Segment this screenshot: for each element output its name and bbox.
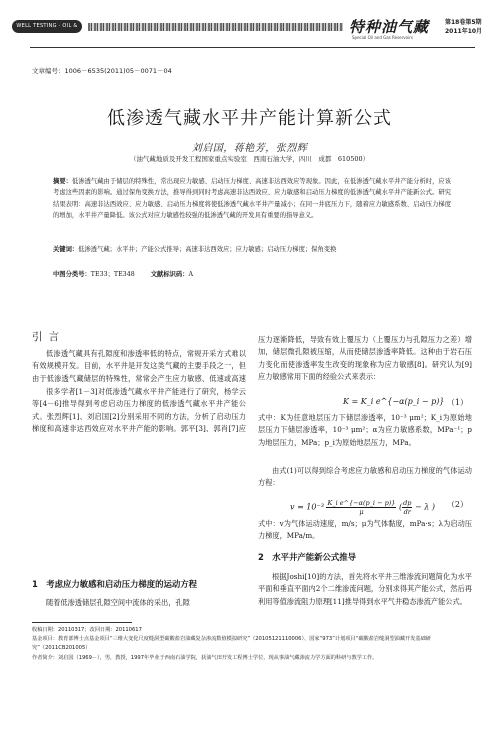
equation-2-formula: v = 10⁻³ $\frac{\text{K\_i e\textasciicircum{}\{−α(p\_i − p)\}}}{\mu}$ ( $\frac{dp}{dr}$ − λ )	[290, 499, 435, 516]
abstract	[53, 176, 451, 244]
clc-label: 中图分类号：	[53, 271, 91, 278]
author-list: 刘启国，蒋艳芳，张烈辉	[191, 143, 308, 154]
keywords-label: 关键词：	[53, 246, 79, 253]
equation-2-numerator: K_i e^{−α(p_i − p)}	[327, 499, 396, 507]
paper-title: 低渗透气藏水平井产能计算新公式	[107, 108, 392, 129]
equation-1-formula: K = K_i e^{−α(p_i − p)}	[343, 397, 445, 406]
footnote-received-date: 收稿日期：20110317；改回日期：20110617	[32, 627, 142, 633]
section-heading-intro: 引言	[32, 331, 65, 343]
right-paragraph-1: 压力逐渐降低，导致有效上覆压力（上覆压力与孔隙压力之差）增加，储层微孔隙被压缩，从而使储层渗透率降低。这种由于岩石压力变化而使渗透率发生改变的现象称为应力敏感[8]。研究认为[9]应力敏感常用下面的经验公式来表示：	[258, 335, 472, 381]
equation-2-derivative	[402, 499, 412, 516]
abstract-text: 低渗透气藏由于储层的特殊性，常出现应力敏感、启动压力梯度、高速非达西效应等现象。因此，在低渗透气藏水平井产能分析时，应该考虑这些因素的影响。通过保角变换方法，推导得到同时考虑高速非达西效应、应力敏感和启动压力梯度的低渗透气藏水平井产能新公式。研究结果表明：高速非达西效应、应力敏感、启动压力梯度将使低渗透气藏水平井产量减小；在同一井底压力下，随着应力敏感系数、启动压力梯度的增加，水平井产量降低。该公式对应力敏感性较强的低渗透气藏的开发具有重要的指导意义。	[53, 178, 451, 219]
intro-paragraph-2	[32, 386, 246, 436]
header-decorative-band	[88, 23, 343, 31]
abstract-label: 摘要：	[53, 178, 72, 185]
equation-2-fraction	[326, 499, 396, 516]
journal-name: 特种油气藏	[349, 18, 430, 36]
classification-row	[53, 269, 193, 278]
footnote-rule	[32, 622, 132, 623]
right-paragraph-4: 式中：v为气体运动速度，m/s；μ为气体黏度，mPa·s；λ为启动压力梯度，MPa/m。	[258, 519, 472, 541]
intro-paragraph-1	[32, 348, 246, 386]
equation-2-denominator: μ	[359, 508, 364, 516]
journal-name-english: Special Oil and Gas Reservoirs	[352, 35, 413, 40]
author-affiliation: （油气藏地质及开发工程国家重点实验室 西南石油大学，四川 成都 610500）	[129, 155, 370, 163]
journal-logo-text: WELL TESTING · OIL & GAS	[16, 23, 78, 42]
right-paragraph-3	[258, 465, 472, 491]
equation-2-tail: − λ )	[414, 502, 435, 512]
article-number: 文章编号：1006－6535(2011)05－0071－04	[32, 67, 172, 75]
section-heading-1: 1 考虑应力敏感和启动压力梯度的运动方程	[32, 579, 197, 589]
equation-1	[258, 395, 472, 413]
issue-date: 2011年10月	[445, 28, 483, 35]
header-rule	[30, 47, 475, 48]
right-paragraph-3-text: 由式(1)可以得到综合考虑应力敏感和启动压力梯度的气体运动方程：	[258, 466, 472, 488]
right-paragraph-5	[258, 571, 472, 611]
intro-paragraph-2-text: 很多学者[1－3]对低渗透气藏水平井产能进行了研究，杨学云等[4－6]推导得到考虑启动压力梯度的低渗透气藏水平井产能公式。张烈辉[1]、刘启国[2]分别采用不同的方法，分析了启动压力梯度和高速非达西效应对水平井产能的影响。郭平[3]、郭肖[7]应	[32, 387, 246, 433]
equation-2	[258, 491, 472, 519]
equation-2-number: （2）	[446, 500, 468, 509]
footnote-author-bio: 作者简介：刘启国（1969－），男，教授，1997年毕业于西南石油学院，获油气田开发工程博士学位，现从事油气藏渗流力学方面的科研与教学工作。	[32, 655, 378, 661]
equation-2-dp: dp	[403, 499, 412, 507]
keywords	[53, 244, 451, 267]
equation-2-coefficient: v = 10⁻³	[290, 502, 324, 512]
volume-issue: 第18卷第5期	[445, 19, 482, 26]
keywords-text: 低渗透气藏；水平井；产能公式推导；高速非达西效应；应力敏感；启动压力梯度；保角变换	[78, 246, 337, 253]
right-paragraph-5-text: 根据Joshi[10]的方法，首先将水平井三维渗流问题简化为水平平面和垂直平面内2个二维渗流问题，分别求得其产能公式，然后再利用等值渗流阻力原理[11]推导得到水平气井稳态渗流产能公式。	[258, 572, 472, 606]
issue-info	[445, 18, 482, 36]
section-1-paragraph	[32, 597, 246, 611]
doc-code-label: 文献标识码：	[150, 271, 189, 278]
footnote-funding: 基金项目：教育部博士点基金项目“三维大变化尺度缝洞型碳酸盐岩油藏复杂渗流数值模拟研究”（20105121110006）、国家“973”计划项目“碳酸盐岩缝洞型油藏开发基础研究”（2011CB201005）	[32, 636, 431, 651]
equation-1-number: （1）	[446, 398, 468, 407]
intro-paragraph-1-text: 低渗透气藏具有孔隙度和渗透率低的特点，常规开采方式难以有效规模开发。目前，水平井是开发这类气藏的主要手段之一，但由于低渗透气藏储层的特殊性，常常会产生应力敏感、低速或高速	[32, 349, 246, 383]
journal-logo	[12, 20, 82, 42]
section-1-paragraph-text: 随着低渗透储层孔隙空间中流体的采出，孔隙	[46, 598, 190, 607]
section-heading-2: 2 水平井产能新公式推导	[258, 552, 356, 562]
equation-2-dr: dr	[403, 508, 411, 516]
doc-code-value: A	[188, 271, 194, 278]
clc-value: TE33；TE348	[90, 271, 135, 278]
right-paragraph-2: 式中：K为任意地层压力下储层渗透率，10⁻³ μm²；K_i为原始地层压力下储层渗透率，10⁻³ μm²；α为应力敏感系数，MPa⁻¹；p为地层压力，MPa；p_i为原始地层压力，MPa。	[258, 413, 472, 447]
